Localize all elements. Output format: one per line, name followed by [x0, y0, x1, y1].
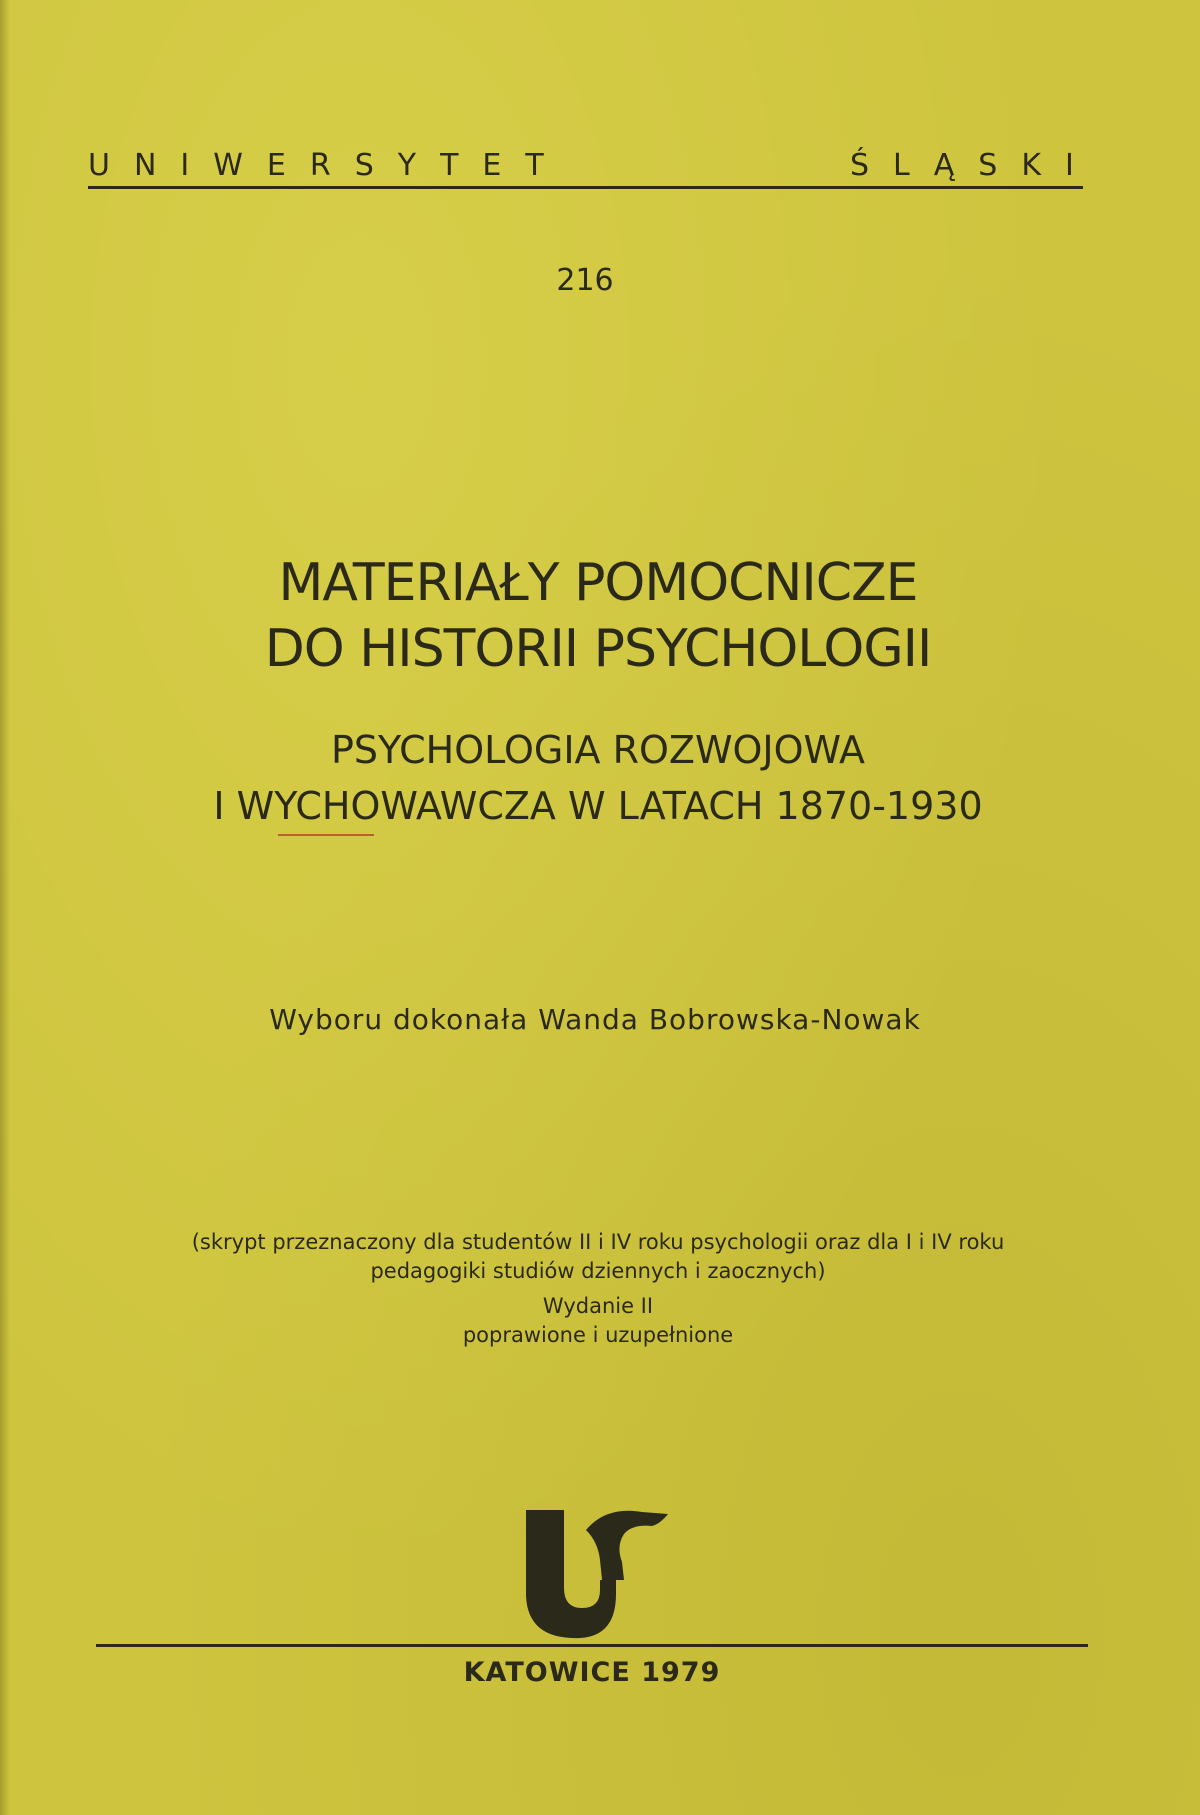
publisher-name-right: ŚLĄSKI	[850, 148, 1098, 183]
edition-note: poprawione i uzupełnione	[462, 1323, 734, 1347]
top-rule	[88, 186, 1083, 189]
subtitle	[0, 722, 1196, 834]
imprint-place-year: KATOWICE 1979	[463, 1657, 721, 1688]
main-title-line-2: DO HISTORII PSYCHOLOGII	[264, 619, 932, 679]
edition-label: Wydanie II	[542, 1294, 654, 1318]
university-of-silesia-us-logo-icon	[520, 1510, 670, 1640]
main-title-line-1: MATERIAŁY POMOCNICZE	[278, 553, 918, 613]
course-note-line-2: pedagogiki studiów dziennych i zaocznych)	[370, 1259, 826, 1283]
red-pen-mark	[278, 834, 374, 836]
course-note	[0, 1228, 1196, 1350]
main-title	[0, 550, 1196, 682]
compiler-credit: Wyboru dokonała Wanda Bobrowska-Nowak	[269, 1003, 921, 1036]
subtitle-line-2: I WYCHOWAWCZA W LATACH 1870-1930	[213, 784, 983, 828]
subtitle-line-1: PSYCHOLOGIA ROZWOJOWA	[330, 728, 866, 772]
publisher-name	[88, 148, 1098, 183]
logo-s-shape	[586, 1511, 668, 1580]
publisher-name-left: UNIWERSYTET	[88, 148, 568, 183]
bottom-rule	[96, 1644, 1088, 1647]
series-number: 216	[556, 263, 614, 298]
course-note-line-1: (skrypt przeznaczony dla studentów II i IV roku psychologii oraz dla I i IV roku	[191, 1230, 1005, 1254]
